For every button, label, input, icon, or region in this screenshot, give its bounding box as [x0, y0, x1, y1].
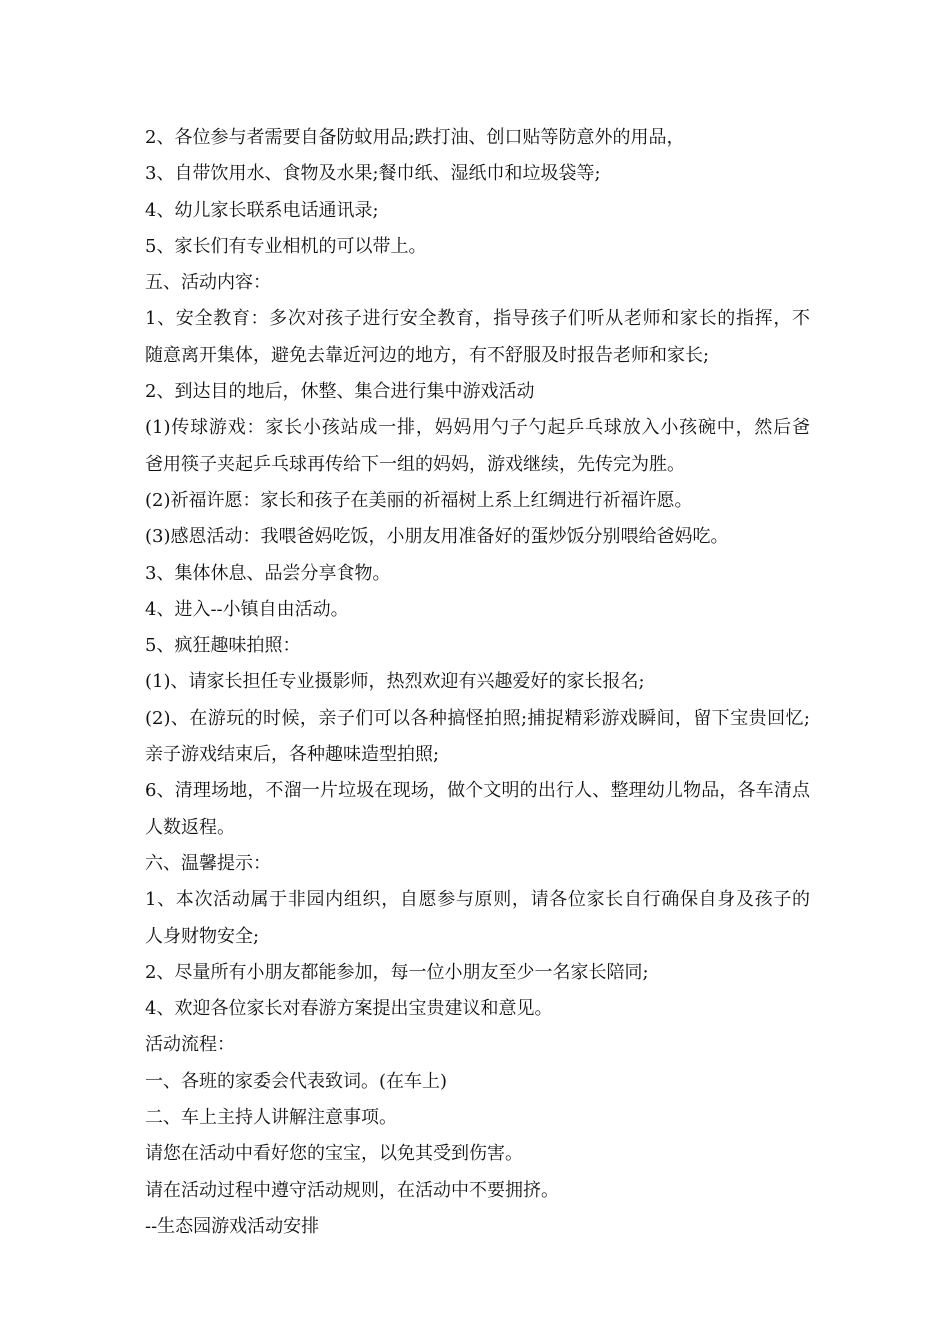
text-line: 人身财物安全; [145, 925, 260, 947]
text-line: 二、车上主持人讲解注意事项。 [145, 1107, 397, 1129]
text-line: 请您在活动中看好您的宝宝，以免其受到伤害。 [145, 1143, 523, 1165]
text-line: (3)感恩活动：我喂爸妈吃饭，小朋友用准备好的蛋炒饭分别喂给爸妈吃。 [145, 526, 729, 548]
text-line: (1)、请家长担任专业摄影师，热烈欢迎有兴趣爱好的家长报名; [145, 671, 645, 693]
text-line: (2)、在游玩的时候，亲子们可以各种搞怪拍照;捕捉精彩游戏瞬间，留下宝贵回忆; [145, 707, 810, 729]
text-line: 4、欢迎各位家长对春游方案提出宝贵建议和意见。 [145, 998, 553, 1020]
text-line: 3、自带饮用水、食物及水果;餐巾纸、湿纸巾和垃圾袋等; [145, 163, 601, 185]
text-line: 2、各位参与者需要自备防蚊用品;跌打油、创口贴等防意外的用品， [145, 127, 685, 148]
text-line: 5、家长们有专业相机的可以带上。 [145, 235, 427, 257]
text-line: 请在活动过程中遵守活动规则，在活动中不要拥挤。 [145, 1179, 559, 1201]
text-line: 亲子游戏结束后，各种趣味造型拍照; [145, 744, 440, 766]
text-line: 4、进入--小镇自由活动。 [145, 598, 349, 620]
text-line: 人数返程。 [145, 816, 235, 838]
text-line: 6、清理场地，不溜一片垃圾在现场，做个文明的出行人、整理幼儿物品，各车清点 [145, 780, 810, 802]
text-line: 4、幼儿家长联系电话通讯录; [145, 199, 379, 221]
text-line: 5、疯狂趣味拍照： [145, 635, 301, 657]
section-heading: 五、活动内容： [145, 272, 271, 294]
text-line: 爸用筷子夹起乒乓球再传给下一组的妈妈，游戏继续，先传完为胜。 [145, 453, 685, 475]
text-line: (2)祈福许愿：家长和孩子在美丽的祈福树上系上红绸进行祈福许愿。 [145, 489, 693, 511]
text-line: 2、到达目的地后，休整、集合进行集中游戏活动 [145, 381, 535, 403]
text-line: 一、各班的家委会代表致词。(在车上) [145, 1070, 448, 1092]
section-heading: 六、温馨提示： [145, 852, 271, 874]
text-line: 1、安全教育：多次对孩子进行安全教育，指导孩子们听从老师和家长的指挥，不 [145, 308, 810, 330]
text-line: --生态园游戏活动安排 [145, 1215, 320, 1237]
text-line: 随意离开集体，避免去靠近河边的地方，有不舒服及时报告老师和家长; [145, 344, 710, 366]
section-heading: 活动流程： [145, 1034, 235, 1056]
text-line: 2、尽量所有小朋友都能参加，每一位小朋友至少一名家长陪同; [145, 961, 649, 983]
text-line: 1、本次活动属于非园内组织，自愿参与原则，请各位家长自行确保自身及孩子的 [145, 889, 810, 911]
text-line: 3、集体休息、品尝分享食物。 [145, 562, 391, 584]
text-line: (1)传球游戏：家长小孩站成一排，妈妈用勺子勺起乒乓球放入小孩碗中，然后爸 [145, 417, 810, 439]
document-body [145, 120, 810, 1245]
